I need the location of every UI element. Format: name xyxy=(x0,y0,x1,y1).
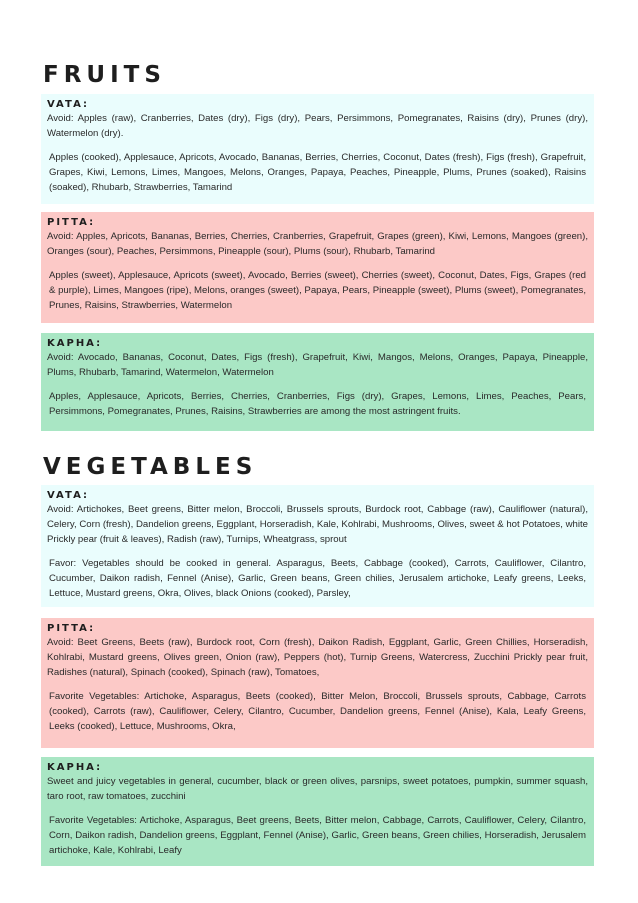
avoid-text: Sweet and juicy vegetables in general, cucumber, black or green olives, parsnips, sweet potatoes, pumpkin, summer squash, taro root, raw tomatoes, zucchini xyxy=(47,776,588,802)
vegetables-pitta-box xyxy=(41,618,594,748)
vegetables-heading: VEGETABLES xyxy=(43,454,258,480)
fruits-heading: FRUITS xyxy=(43,62,166,88)
favor-text: Favorite Vegetables: Artichoke, Asparagus, Beets (cooked), Bitter Melon, Broccoli, Brussels sprouts, Cabbage, Carrots (cooked), Carrots (raw), Cauliflower, Celery, Cilantro, Cucumber, Dandelion greens, Fennel (Anise), Kala, Leafy Greens, Leeks (cooked), Lettuce, Mushrooms, Okra, xyxy=(49,691,586,732)
fruits-kapha-box xyxy=(41,333,594,431)
avoid-text: Avoid: Avocado, Bananas, Coconut, Dates, Figs (fresh), Grapefruit, Kiwi, Mangos, Melons, Oranges, Papaya, Pineapple, Plums, Rhubarb, Tamarind, Watermelon, Watermelon xyxy=(47,352,588,378)
favor-text: Favor: Vegetables should be cooked in general. Asparagus, Beets, Cabbage (cooked), Carrots, Cauliflower, Cilantro, Cucumber, Daikon radish, Fennel (Anise), Garlic, Green beans, Green chilies, Jerusalem artichoke, Leafy greens, Leeks, Lettuce, Mustard greens, Okra, Olives, black Onions (cooked), Parsley, xyxy=(49,558,586,599)
dosha-label: PITTA: xyxy=(47,623,96,634)
dosha-label: PITTA: xyxy=(47,217,96,228)
favor-text: Apples, Applesauce, Apricots, Berries, Cherries, Cranberries, Figs (dry), Grapes, Lemons, Limes, Peaches, Pears, Persimmons, Pomegranates, Prunes, Raisins, Strawberries are among the most astringent fruits. xyxy=(49,391,586,417)
favor-text: Apples (sweet), Applesauce, Apricots (sweet), Avocado, Berries (sweet), Cherries (sweet), Coconut, Dates, Figs, Grapes (red & purple), Limes, Mangoes (ripe), Melons, oranges (sweet), Papaya, Pears, Pineapple (sweet), Plums (sweet), Pomegranates, Prunes, Raisins, Strawberries, Watermelon xyxy=(49,270,586,311)
vegetables-kapha-box xyxy=(41,757,594,866)
favor-text: Apples (cooked), Applesauce, Apricots, Avocado, Bananas, Berries, Cherries, Coconut, Dates (fresh), Figs (fresh), Grapefruit, Grapes, Kiwi, Lemons, Limes, Mangoes, Melons, Oranges, Papaya, Peaches, Pineapple, Plums, Prunes (soaked), Raisins (soaked), Rhubarb, Strawberries, Tamarind xyxy=(49,152,586,193)
avoid-text: Avoid: Apples, Apricots, Bananas, Berries, Cherries, Cranberries, Grapefruit, Grapes (green), Kiwi, Lemons, Mangoes (green), Oranges (sour), Peaches, Persimmons, Pineapple (sour), Plums (sour), Rhubarb, Tamarind xyxy=(47,231,588,257)
avoid-text: Avoid: Artichokes, Beet greens, Bitter melon, Broccoli, Brussels sprouts, Burdock root, Cabbage (raw), Cauliflower (natural), Celery, Corn (fresh), Dandelion greens, Eggplant, Horseradish, Kale, Kohlrabi, Mushrooms, Olives, sweet & hot Potatoes, white Prickly pear (fruit & leaves), Radish (raw), Turnips, Wheatgrass, sprout xyxy=(47,504,588,545)
dosha-label: VATA: xyxy=(47,490,89,501)
dosha-label: VATA: xyxy=(47,99,89,110)
vegetables-vata-box xyxy=(41,485,594,607)
favor-text: Favorite Vegetables: Artichoke, Asparagus, Beet greens, Beets, Bitter melon, Cabbage, Carrots, Cauliflower, Celery, Cilantro, Corn, Daikon radish, Dandelion greens, Eggplant, Fennel (Anise), Garlic, Green beans, Green chilies, Horseradish, Jerusalem artichoke, Kale, Kohlrabi, Leafy xyxy=(49,815,586,856)
fruits-vata-box xyxy=(41,94,594,204)
dosha-label: KAPHA: xyxy=(47,338,103,349)
avoid-text: Avoid: Apples (raw), Cranberries, Dates (dry), Figs (dry), Pears, Persimmons, Pomegranates, Raisins (dry), Prunes (dry), Watermelon (dry). xyxy=(47,113,588,139)
dosha-label: KAPHA: xyxy=(47,762,103,773)
fruits-pitta-box xyxy=(41,212,594,323)
avoid-text: Avoid: Beet Greens, Beets (raw), Burdock root, Corn (fresh), Daikon Radish, Eggplant, Garlic, Green Chillies, Horseradish, Kohlrabi, Mustard greens, Olives green, Onion (raw), Peppers (hot), Turnip Greens, Watercress, Zucchini Prickly pear fruit, Radishes (natural), Spinach (cooked), Spinach (raw), Tomatoes, xyxy=(47,637,588,678)
